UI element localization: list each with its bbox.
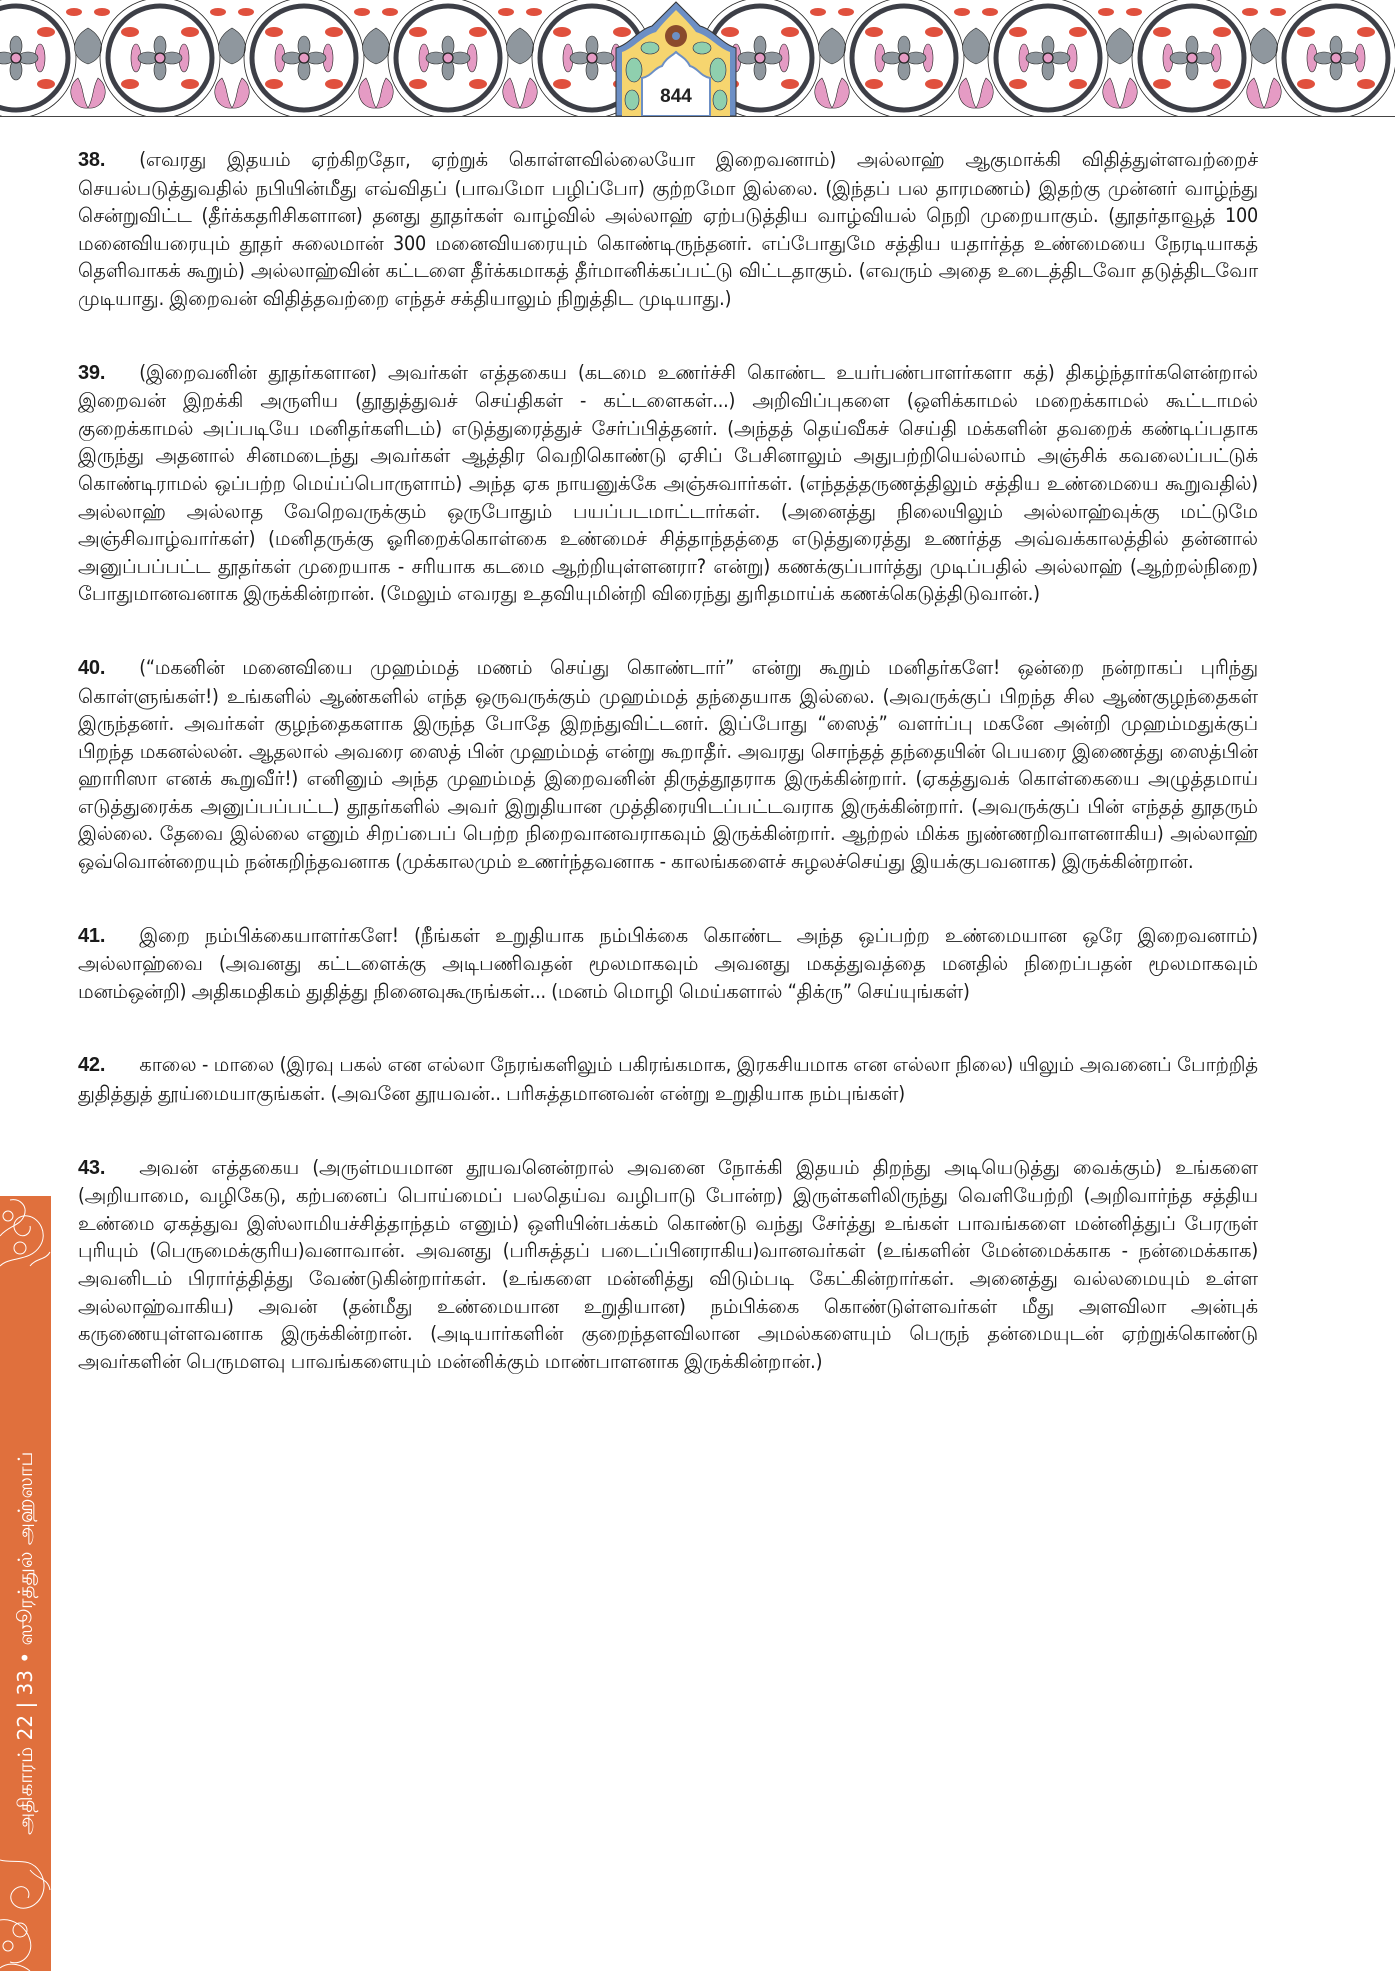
verse-number: 38. <box>78 149 106 171</box>
lace-ornament-icon <box>0 1196 51 1272</box>
verse-text: காலை - மாலை (இரவு பகல் என எல்லா நேரங்களிலும் பகிரங்கமாக, இரகசியமாக என எல்லா நிலை) யிலும் அவனைப் போற்றித் துதித்துத் தூய்மையாகுங்கள். (அவனே தூயவன்.. பரிசுத்தமானவன் என்று உறுதியாக நம்புங்கள்) <box>78 1053 1258 1106</box>
verse-list <box>78 146 1258 1421</box>
lace-ornament-icon <box>0 1850 51 1971</box>
verse-text: (“மகனின் மனைவியை முஹம்மத் மணம் செய்து கொண்டார்” என்று கூறும் மனிதர்களே! ஒன்றை நன்றாகப் புரிந்து கொள்ளுங்கள்!) உங்களில் ஆண்களில் எந்த ஒருவருக்கும் முஹம்மத் தந்தையாக இல்லை. (அவருக்குப் பிறந்த சில ஆண்குழந்தைகள் இருந்தனர். அவர்கள் குழந்தைகளாக இருந்த போதே இறந்துவிட்டனர். இப்போது “ஸைத்” வளர்ப்பு மகனே அன்றி முஹம்மதுக்குப் பிறந்த மகனல்லன். ஆதலால் அவரை ஸைத் பின் முஹம்மத் என்று கூறாதீர். அவரது சொந்தத் தந்தையின் பெயரை இணைத்து ஸைத்பின் ஹாரிஸா எனக் கூறுவீர்!) எனினும் அந்த முஹம்மத் இறைவனின் திருத்தூதராக இருக்கின்றார். (ஏகத்துவக் கொள்கையை அழுத்தமாய் எடுத்துரைக்க அனுப்பப்பட்ட) தூதர்களில் அவர் இறுதியான முத்திரையிடப்பட்டவராக இருக்கின்றார். (அவருக்குப் பின் எந்தத் தூதரும் இல்லை. தேவை இல்லை எனும் சிறப்பைப் பெற்ற நிறைவானவராகவும் இருக்கின்றார். ஆற்றல் மிக்க நுண்ணறிவாளனாகிய) அல்லாஹ் ஒவ்வொன்றையும் நன்கறிந்தவனாக (முக்காலமும் உணர்ந்தவனாக - காலங்களைச் சுழலச்செய்து இயக்குபவனாக) இருக்கின்றான். <box>78 655 1258 874</box>
verse-text: இறை நம்பிக்கையாளர்களே! (நீங்கள் உறுதியாக நம்பிக்கை கொண்ட அந்த ஒப்பற்ற உண்மையான ஒரே இறைவனாம்) அல்லாஹ்வை (அவனது கட்டளைக்கு அடிபணிவதன் மூலமாகவும் அவனது மகத்துவத்தை மனதில் நிறைப்பதன் மூலமாகவும் மனம்ஒன்றி) அதிகமதிகம் துதித்து நினைவுகூருங்கள்... (மனம் மொழி மெய்களால் “திக்ரு” செய்யுங்கள்) <box>78 923 1258 1003</box>
verse-42 <box>78 1051 1258 1107</box>
verse-40 <box>78 654 1258 876</box>
verse-number: 39. <box>78 361 106 384</box>
verse-text: (எவரது இதயம் ஏற்கிறதோ, ஏற்றுக் கொள்ளவில்லையோ இறைவனாம்) அல்லாஹ் ஆகுமாக்கி விதித்துள்ளவற்றைச் செயல்படுத்துவதில் நபியின்மீது எவ்விதப் (பாவமோ பழிப்போ) குற்றமோ இல்லை. (இந்தப் பல தாரமணம்) இதற்கு முன்னர் வாழ்ந்து சென்றுவிட்ட (தீர்க்கதரிசிகளான) தனது தூதர்கள் வாழ்வில் அல்லாஹ் ஏற்படுத்திய வாழ்வியல் நெறி முறையாகும். (தூதர்தாவூத் 100 மனைவியரையும் தூதர் சுலைமான் 300 மனைவியரையும் கொண்டிருந்தனர். எப்போதுமே சத்திய யதார்த்த உண்மையை நேரடியாகத் தெளிவாகக் கூறும்) அல்லாஹ்வின் கட்டளை தீர்க்கமாகத் தீர்மானிக்கப்பட்டு விட்டதாகும். (எவரும் அதை உடைத்திடவோ தடுத்திடவோ முடியாது. இறைவன் விதித்தவற்றை எந்தச் சக்தியாலும் நிறுத்திட முடியாது.) <box>78 148 1258 310</box>
chapter-surah-label: அதிகாரம் 22 | 33 • ஸூரத்துல் அஹ்ஸாப் <box>13 1451 37 1835</box>
verse-text: (இறைவனின் தூதர்களான) அவர்கள் எத்தகைய (கடமை உணர்ச்சி கொண்ட உயர்பண்பாளர்களா கத்) திகழ்ந்தார்களென்றால் இறைவன் இறக்கி அருளிய (தூதுத்துவச் செய்திகள் - கட்டளைகள்...) அறிவிப்புகளை (ஒளிக்காமல் மறைக்காமல் கூட்டாமல் குறைக்காமல் அப்படியே மனிதர்களிடம்) எடுத்துரைத்துச் சேர்ப்பித்தனர். (அந்தத் தெய்வீகச் செய்தி மக்களின் தவறைக் கண்டிப்பதாக இருந்து அதனால் சினமடைந்து அவர்கள் ஆத்திர வெறிகொண்டு ஏசிப் பேசினாலும் அதுபற்றியெல்லாம் அஞ்சிக் கவலைப்பட்டுக் கொண்டிராமல் ஒப்பற்ற மெய்ப்பொருளாம்) அந்த ஏக நாயனுக்கே அஞ்சுவார்கள். (எந்தத்தருணத்திலும் சத்திய உண்மையை கூறுவதில்) அல்லாஹ் அல்லாத வேறெவருக்கும் ஒருபோதும் பயப்படமாட்டார்கள். (அனைத்து நிலையிலும் அல்லாஹ்வுக்கு மட்டுமே அஞ்சிவாழ்வார்கள்) (மனிதருக்கு ஓரிறைக்கொள்கை உண்மைச் சித்தாந்தத்தை எடுத்துரைத்து உணர்த்த அவ்வக்காலத்தில் தன்னால் அனுப்பப்பட்ட தூதர்கள் முறையாக - சரியாக கடமை ஆற்றியுள்ளனரா? என்று) கணக்குப்பார்த்து முடிப்பதில் அல்லாஹ் (ஆற்றல்நிறை) போதுமானவனாக இருக்கின்றான். (மேலும் எவரது உதவியுமின்றி விரைந்து துரிதமாய்க் கணக்கெடுத்திடுவான்.) <box>78 360 1258 606</box>
verse-number: 40. <box>78 656 106 679</box>
verse-41 <box>78 922 1258 1006</box>
verse-43 <box>78 1154 1258 1376</box>
verse-39 <box>78 359 1258 608</box>
verse-text: அவன் எத்தகைய (அருள்மயமான தூயவனென்றால் அவனை நோக்கி இதயம் திறந்து அடியெடுத்து வைக்கும்) உங்களை (அறியாமை, வழிகேடு, கற்பனைப் பொய்மைப் பலதெய்வ வழிபாடு போன்ற) இருள்களிலிருந்து வெளியேற்றி (அறிவார்ந்த சத்திய உண்மை ஏகத்துவ இஸ்லாமியச்சித்தாந்தம் எனும்) ஒளியின்பக்கம் கொண்டு வந்து சேர்த்து உங்கள் பாவங்களை மன்னித்துப் பேரருள் புரியும் (பெருமைக்குரிய)வனாவான். அவனது (பரிசுத்தப் படைப்பினராகிய)வானவர்கள் (உங்களின் மேன்மைக்காக - நன்மைக்காக) அவனிடம் பிரார்த்தித்து வேண்டுகின்றார்கள். (உங்களை மன்னித்து விடும்படி கேட்கின்றார்கள். அனைத்து வல்லமையும் உள்ள அல்லாஹ்வாகிய) அவன் (தன்மீது உண்மையான உறுதியான) நம்பிக்கை கொண்டுள்ளவர்கள் மீது அளவிலா அன்புக் கருணையுள்ளவனாக இருக்கின்றான். (அடியார்களின் குறைந்தளவிலான அமல்களையும் பெருந் தன்மையுடன் ஏற்றுக்கொண்டு அவர்களின் பெருமளவு பாவங்களையும் மன்னிக்கும் மாண்பாளனாக இருக்கின்றான்.) <box>78 1155 1258 1373</box>
decorative-header-border <box>0 0 1395 117</box>
verse-number: 43. <box>78 1156 106 1179</box>
page-number: 844 <box>660 86 692 107</box>
verse-number: 41. <box>78 924 106 947</box>
verse-number: 42. <box>78 1054 106 1077</box>
verse-38 <box>78 146 1258 313</box>
